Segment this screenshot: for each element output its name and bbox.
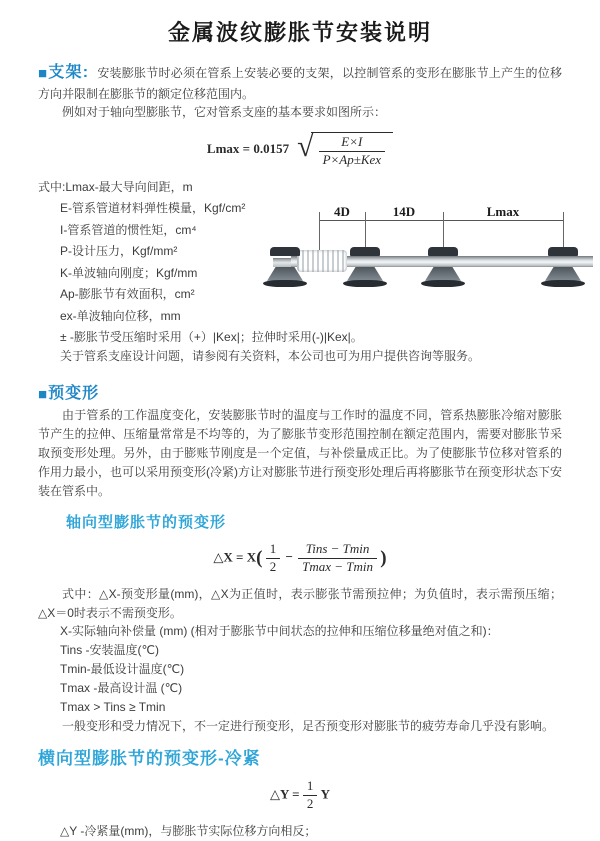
definition-row: ex-单波轴向位移，mm [60,308,181,323]
predeform-section-heading: 预变形 [48,384,100,402]
predeform-section-heading-row [38,382,562,406]
definition-row: Ap-膨胀节有效面积，cm² [60,287,195,302]
radical-sign [297,129,393,168]
lateral-predeform-heading: 横向型膨胀节的预变形-冷紧 [38,749,261,769]
lateral-formula-lhs: △Y = [270,786,300,802]
support-base [343,280,387,287]
dimension-label-lmax: Lmax [484,204,523,220]
support-base [263,280,307,287]
support-body [347,267,383,281]
lmax-formula-lhs: Lmax = 0.0157 [206,140,290,156]
support-body [267,267,303,281]
definition-text: Lmax-最大导向间距，m [65,179,193,194]
consulting-note: 关于管系支座设计问题，请参阅有关资料，本公司也可为用户提供咨询等服务。 [60,348,481,363]
axial-predeform-formula [38,542,562,575]
guide-support [540,247,586,289]
lmax-formula-denominator: P×Ap±Kex [322,151,382,167]
support-base [541,280,585,287]
definition-row [38,178,273,197]
lateral-predeform-formula [38,779,562,812]
support-section-intro [38,61,562,103]
axial-definition-line: Tins -安装温度(℃) [60,643,160,658]
where-label: 式中: [38,179,66,194]
definition-row: K-单波轴向刚度；Kgf/mm [60,265,198,280]
definitions-and-diagram [38,178,562,328]
lateral-note-text: △Y -冷紧量(mm)，与膨胀节实际位移方向相反； [60,824,317,839]
dimension-line [319,220,563,221]
half-fraction: $\frac{1}{2}$ [266,542,281,575]
support-body [545,267,581,281]
pipe-support-diagram [273,202,600,314]
open-paren: ( [256,547,263,569]
support-saddle [428,247,458,256]
support-example-text: 例如对于轴向型膨胀节，它对管系支座的基本要求如图所示： [62,105,387,119]
definition-row: I-管系管道的惯性矩，cm⁴ [60,222,197,237]
predeform-body-text: 由于管系的工作温度变化，安装膨胀节时的温度与工作时的温度不同，管系热膨胀冷缩对膨胀节产生的拉伸、压缩量常常是不均等的，为了膨胀节变形范围控制在额定范围内，需要对膨胀节采取预变形处理。另外，由于膨账节刚度是一个定值，与补偿量成正比。为了使膨胀节位移对管系的作用力最小，也可以采用预变形(冷紧)方让对膨胀节进行预变形处理后再将膨胀节在预变形状态下安装在管系中。 [38,407,562,498]
symbol-definitions [38,178,273,328]
sign-convention-note: ± -膨胀节受压缩时采用（+）|Kex|；拉伸时采用(-)|Kex|。 [60,330,363,344]
axial-definition-line: Tmin-最低设计温度(℃) [60,662,185,677]
axial-general-note: 一般变形和受力情况下，不一定进行预变形，足否预变形对膨胀节的疲劳寿命几乎没有影响。 [62,719,555,734]
half-fraction: $\frac{1}{2}$ [303,779,318,812]
dimension-label-4d: 4D [331,204,353,220]
close-paren: ) [380,547,387,569]
lateral-formula-rhs: Y [320,786,330,802]
support-body [425,267,461,281]
support-section-heading: 支架: [48,64,90,81]
axial-definition-line: X-实际轴向补偿量 (mm) (相对于膨胀节中间状态的拉伸和压缩位移量绝对值之和)： [60,624,499,639]
section-bullet-square: ■ [38,385,48,403]
temperature-fraction: $\frac{\text{Tins − Tmin}}{Tmax - Tmin}$ [298,542,377,575]
definition-row: P-设计压力，Kgf/mm² [60,244,178,259]
anchor-support [262,247,308,289]
axial-formula-lhs: △X = X [213,549,257,565]
radical-glyph: √ [297,129,314,163]
axial-definition-line: Tmax > Tins ≥ Tmin [60,700,166,715]
dimension-label-14d: 14D [390,204,418,220]
axial-where-text: 式中：△X-预变形量(mm)，△X为正值时，表示膨张节需预拉伸；为负值时，表示需预压缩；△X＝0时表示不需预变形。 [38,586,562,620]
support-intro-text: 安装膨胀节时必须在管系上安装必要的支架，以控制管系的变形在膨胀节上产生的位移方向并限制在膨胀节的额定位移范围内。 [38,66,562,101]
definition-row: E-管系管道材料弹性模量，Kgf/cm² [60,201,246,216]
lmax-formula-numerator: E×I [319,135,386,152]
guide-support [342,247,388,289]
support-saddle [270,247,300,256]
support-saddle [548,247,578,256]
axial-definition-line: Tmax -最高设计温 (℃) [60,681,183,696]
support-base [421,280,465,287]
guide-support [420,247,466,289]
support-saddle [350,247,380,256]
axial-predeform-heading: 轴向型膨胀节的预变形 [66,513,227,531]
minus-operator: − [285,549,293,565]
page-title: 金属波纹膨胀节安装说明 [167,20,432,45]
section-bullet-square: ■ [38,65,48,82]
lmax-formula [38,129,562,168]
